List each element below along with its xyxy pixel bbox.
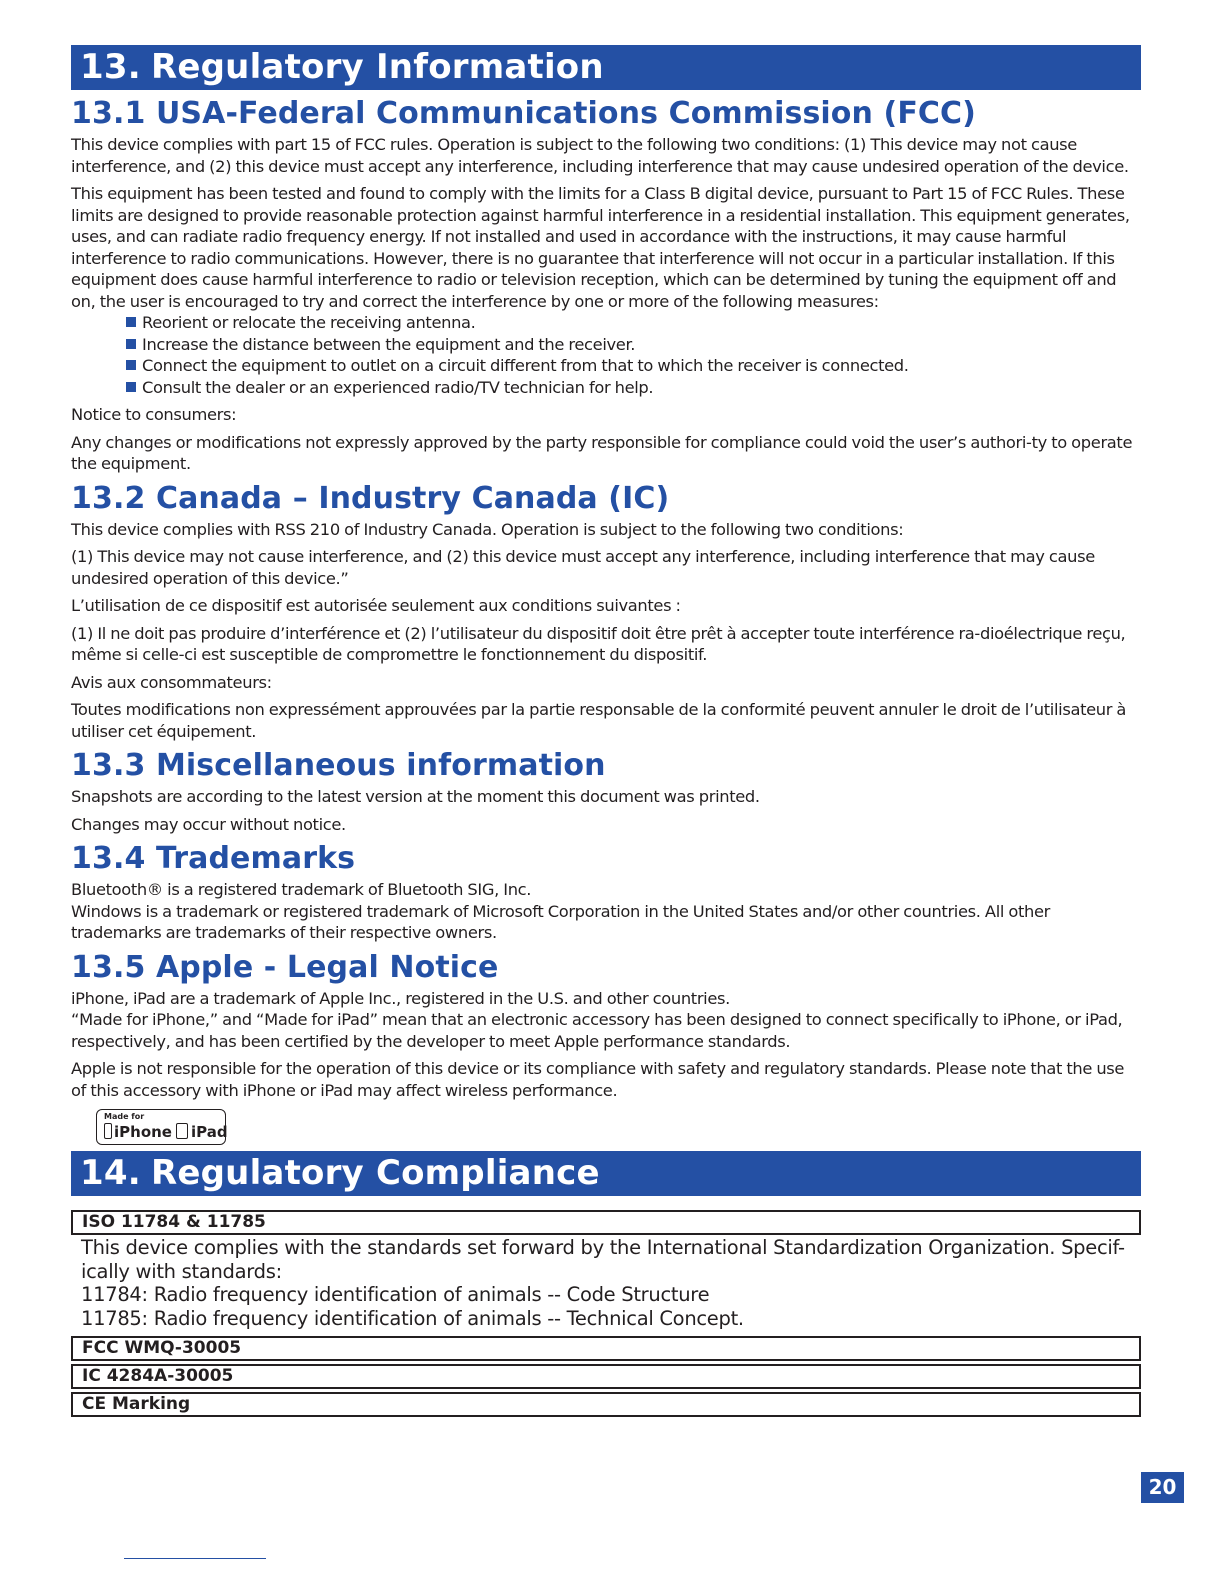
canada-paragraph-3: L’utilisation de ce dispositif est autorisée seulement aux conditions suivantes : bbox=[71, 596, 681, 615]
canada-paragraph-2: (1) This device may not cause interference, and (2) this device must accept any interference, including interference that may cause undesired operation of this device.” bbox=[71, 547, 1095, 588]
ce-marking-box: CE Marking bbox=[71, 1392, 1141, 1417]
section-13-header bbox=[71, 45, 1141, 90]
canada-paragraph-6: Toutes modifications non expressément approuvées par la partie responsable de la conformité peuvent annuler le droit de l’utilisateur à utiliser cet équipement. bbox=[71, 700, 1127, 741]
section-14-title: Regulatory Compliance bbox=[151, 1153, 600, 1193]
badge-ipad-label: iPad bbox=[190, 1123, 228, 1141]
footer-divider bbox=[124, 1558, 266, 1559]
misc-paragraph-1: Snapshots are according to the latest version at the moment this document was printed. bbox=[71, 787, 760, 806]
fcc-notice-label: Notice to consumers: bbox=[71, 405, 237, 424]
fcc-notice-text: Any changes or modifications not expressly approved by the party responsible for compliance could void the user’s authori-ty to operate the equipment. bbox=[71, 432, 1133, 473]
canada-paragraph-4: (1) Il ne doit pas produire d’interférence et (2) l’utilisateur du dispositif doit être prêt à accepter toute interférence ra-dioélectrique reçu, même si celle-ci est susceptible de compromettre le fonctionnement du dispositif. bbox=[71, 623, 1126, 664]
apple-paragraph-2: Apple is not responsible for the operation of this device or its compliance with safety and regulatory standards. Please note that the use of this accessory with iPhone or iPad may affect wireless performance. bbox=[71, 1059, 1125, 1100]
trademarks-line-2: Windows is a trademark or registered trademark of Microsoft Corporation in the United States and/or other countries. All other trademarks are trademarks of their respective owners. bbox=[71, 901, 1051, 942]
apple-heading: 13.5 Apple - Legal Notice bbox=[71, 949, 499, 985]
section-13-number: 13. bbox=[80, 47, 141, 87]
misc-heading: 13.3 Miscellaneous information bbox=[71, 748, 606, 783]
badge-iphone-label: iPhone bbox=[114, 1123, 172, 1141]
misc-paragraph-2: Changes may occur without notice. bbox=[71, 814, 346, 834]
fcc-heading: 13.1 USA-Federal Communications Commission (FCC) bbox=[71, 96, 976, 131]
iso-description: This device complies with the standards set forward by the International Standardization Organization. Specif- ically with standards: 11784: Radio frequency identification of animals -- Code Structure 11785: Radio frequency identification of animals -- Technical Concept. bbox=[81, 1236, 1125, 1330]
fcc-id-box: FCC WMQ-30005 bbox=[71, 1336, 1141, 1361]
apple-line-2: “Made for iPhone,” and “Made for iPad” mean that an electronic accessory has been designed to connect specifically to iPhone, or iPad, respectively, and has been certified by the developer to meet Apple performance standards. bbox=[71, 1010, 1123, 1051]
fcc-measures-list bbox=[71, 312, 1141, 398]
bullet-square-icon bbox=[126, 317, 136, 327]
iso-standard-box: ISO 11784 & 11785 bbox=[71, 1210, 1141, 1235]
section-14-number: 14. bbox=[80, 1153, 141, 1193]
manual-page bbox=[71, 45, 1141, 1417]
bullet-square-icon bbox=[126, 360, 136, 370]
list-item: Connect the equipment to outlet on a circuit different from that to which the receiver is connected. bbox=[126, 355, 1141, 377]
trademarks-heading: 13.4 Trademarks bbox=[71, 841, 356, 876]
ipad-icon bbox=[176, 1123, 188, 1139]
section-13-title: Regulatory Information bbox=[151, 47, 604, 87]
bullet-square-icon bbox=[126, 382, 136, 392]
apple-line-1: iPhone, iPad are a trademark of Apple Inc., registered in the U.S. and other countries. bbox=[71, 988, 730, 1008]
bullet-square-icon bbox=[126, 339, 136, 349]
canada-paragraph-1: This device complies with RSS 210 of Industry Canada. Operation is subject to the following two conditions: bbox=[71, 519, 904, 539]
badge-made-for-label: Made for bbox=[104, 1112, 145, 1121]
section-14-header bbox=[71, 1151, 1141, 1196]
canada-paragraph-5: Avis aux consommateurs: bbox=[71, 672, 272, 692]
canada-heading: 13.2 Canada – Industry Canada (IC) bbox=[71, 480, 670, 516]
page-number: 20 bbox=[1141, 1472, 1184, 1503]
list-item: Reorient or relocate the receiving antenna. bbox=[126, 312, 1141, 334]
list-item: Consult the dealer or an experienced radio/TV technician for help. bbox=[126, 377, 1141, 399]
iphone-icon bbox=[104, 1123, 112, 1139]
trademarks-line-1: Bluetooth® is a registered trademark of Bluetooth SIG, Inc. bbox=[71, 880, 532, 899]
fcc-paragraph-2: This equipment has been tested and found to comply with the limits for a Class B digital device, pursuant to Part 15 of FCC Rules. These limits are designed to provide reasonable protection against harmful interference in a residential installation. This equipment generates, uses, and can radiate radio frequency energy. If not installed and used in accordance with the instructions, it may cause harmful interference to radio communications. However, there is no guarantee that interference will not occur in a particular installation. If this equipment does cause harmful interference to radio or television reception, which can be determined by tuning the equipment off and on, the user is encouraged to try and correct the interference by one or more of the following measures: bbox=[71, 184, 1130, 311]
made-for-iphone-ipad-badge bbox=[96, 1109, 226, 1145]
fcc-paragraph-1: This device complies with part 15 of FCC rules. Operation is subject to the following two conditions: (1) This device may not cause interference, and (2) this device must accept any interference, including interference that may cause undesired operation of the device. bbox=[71, 135, 1129, 176]
ic-id-box: IC 4284A-30005 bbox=[71, 1364, 1141, 1389]
list-item: Increase the distance between the equipment and the receiver. bbox=[126, 334, 1141, 356]
